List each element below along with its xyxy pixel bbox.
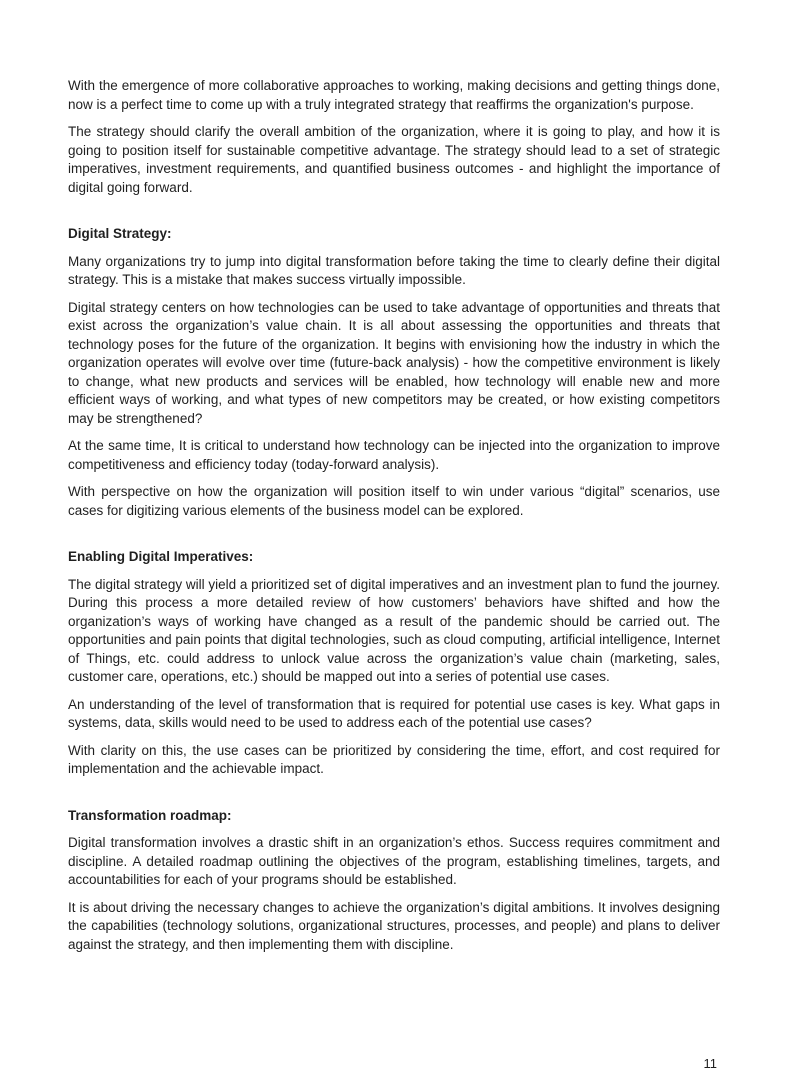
body-paragraph: With the emergence of more collaborative approaches to working, making decisions and getting things done, now is a perfect time to come up with a truly integrated strategy that reaffirms the organization's purpose.	[68, 78, 720, 112]
section-heading-enabling-digital-imperatives: Enabling Digital Imperatives:	[68, 549, 254, 564]
body-paragraph: Many organizations try to jump into digital transformation before taking the time to clearly define their digital strategy. This is a mistake that makes success virtually impossible.	[68, 253, 720, 287]
body-paragraph: An understanding of the level of transformation that is required for potential use cases is key. What gaps in systems, data, skills would need to be used to address each of the potential use cases?	[68, 696, 720, 730]
body-paragraph: The strategy should clarify the overall ambition of the organization, where it is going to play, and how it is going to position itself for sustainable competitive advantage. The strategy should lead to a set of strategic imperatives, investment requirements, and quantified business outcomes - and highlight the importance of digital going forward.	[68, 124, 720, 195]
body-paragraph: With clarity on this, the use cases can be prioritized by considering the time, effort, and cost required for implementation and the achievable impact.	[68, 742, 720, 776]
section-heading-transformation-roadmap: Transformation roadmap:	[68, 807, 232, 823]
body-paragraph: At the same time, It is critical to understand how technology can be injected into the organization to improve competitiveness and efficiency today (today-forward analysis).	[68, 438, 720, 472]
body-paragraph: The digital strategy will yield a prioritized set of digital imperatives and an investment plan to fund the journey. During this process a more detailed review of how customers’ behaviors have shifted and how the organization’s ways of working have changed as a result of the pandemic should be carried out. The opportunities and pain points that digital technologies, such as cloud computing, artificial intelligence, Internet of Things, etc. could address to unlock value across the organization’s value chain (marketing, sales, customer care, operations, etc.) should be mapped out into a series of potential use cases.	[68, 576, 720, 684]
document-content	[68, 77, 720, 963]
body-paragraph: Digital strategy centers on how technologies can be used to take advantage of opportunities and threats that exist across the organization’s value chain. It is all about assessing the opportunities and threats that technology poses for the future of the organization. It begins with envisioning how the industry in which the organization operates will evolve over time (future-back analysis) - how the competitive environment is likely to change, what new products and services will be enabled, how technology will enable new and more efficient ways of working, and what types of new competitors may be created, or how existing competitors may be strengthened?	[68, 299, 720, 426]
body-paragraph: Digital transformation involves a drastic shift in an organization’s ethos. Success requires commitment and discipline. A detailed roadmap outlining the objectives of the program, establishing timelines, targets, and accountabilities for each of your programs should be established.	[68, 835, 720, 887]
section-heading-digital-strategy: Digital Strategy:	[68, 226, 172, 241]
page-number: 11	[703, 1056, 717, 1071]
body-paragraph: With perspective on how the organization will position itself to win under various “digital” scenarios, use cases for digitizing various elements of the business model can be explored.	[68, 484, 720, 518]
body-paragraph: It is about driving the necessary changes to achieve the organization’s digital ambitions. It involves designing the capabilities (technology solutions, organizational structures, processes, and people) and plans to deliver against the strategy, and then implementing them with discipline.	[68, 899, 720, 952]
